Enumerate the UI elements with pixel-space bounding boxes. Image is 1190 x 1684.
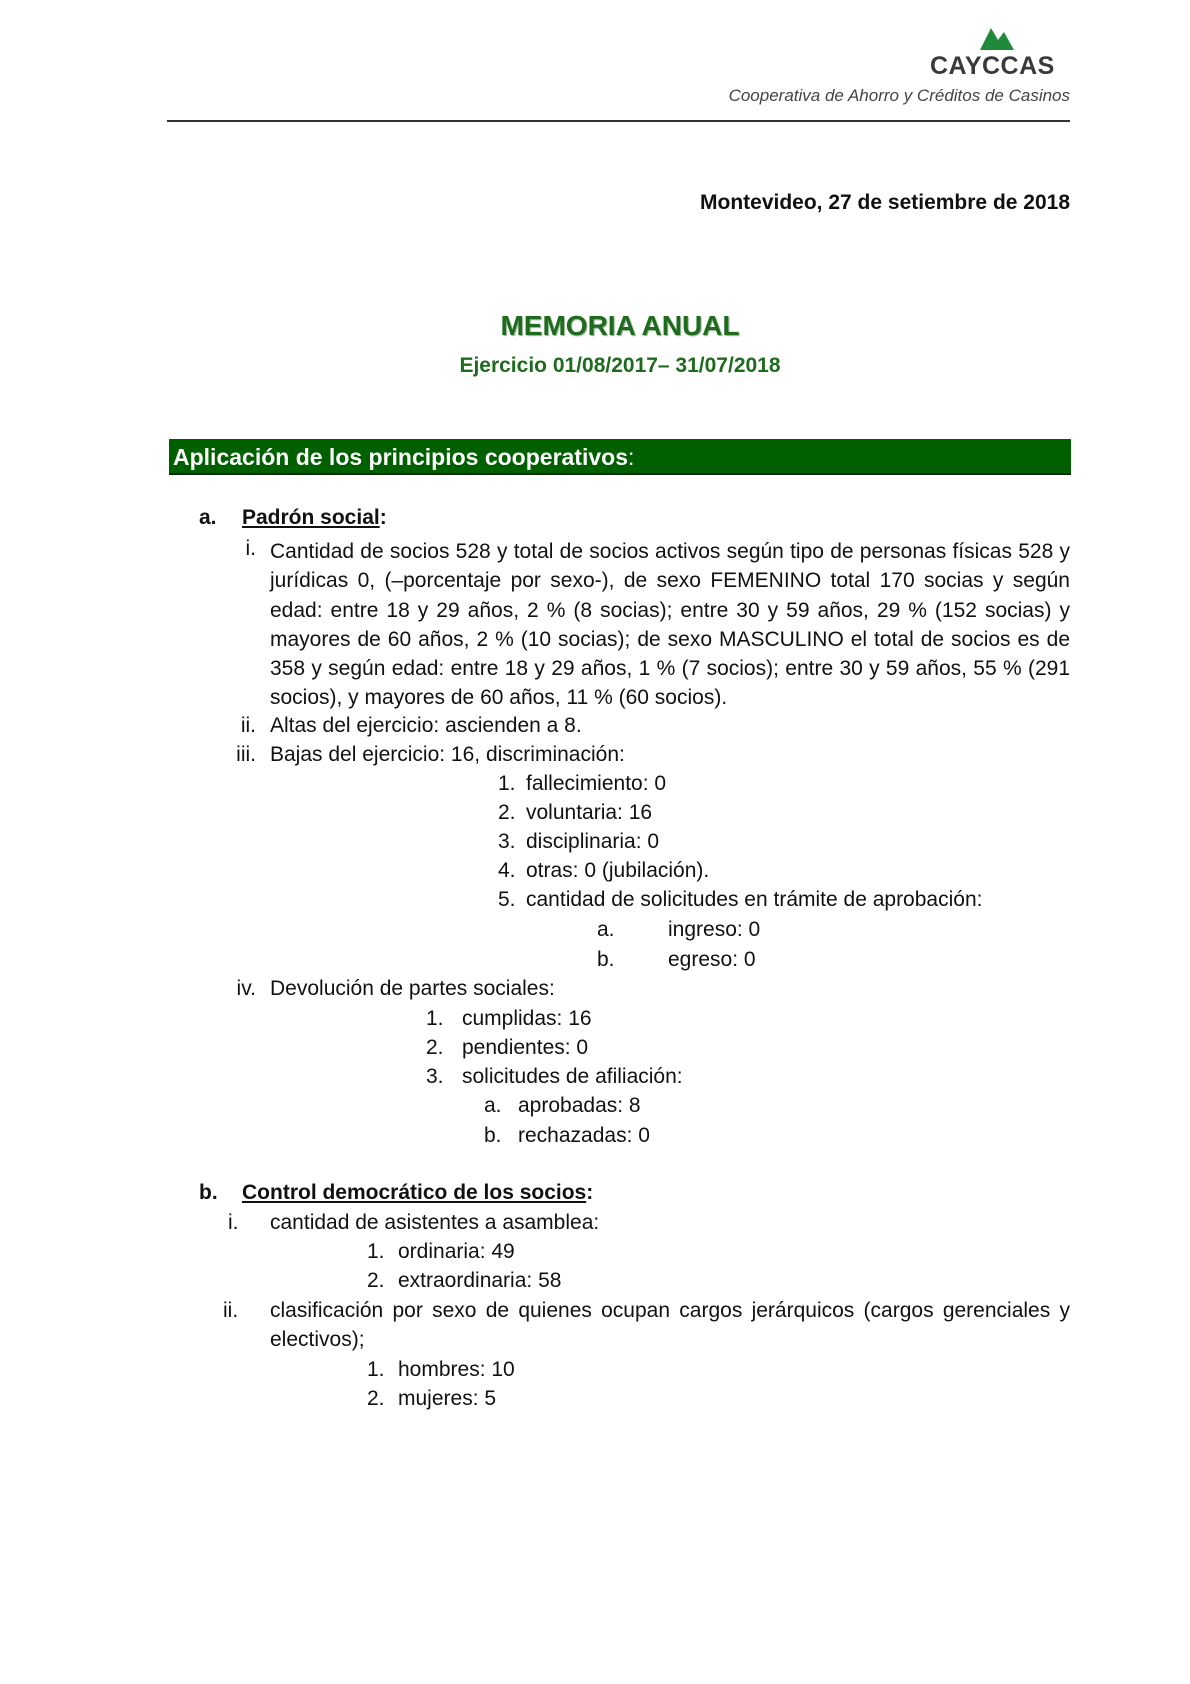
item-b-ii-text-line2: electivos);: [270, 1328, 365, 1351]
section-heading-text: Aplicación de los principios cooperativos: [173, 444, 628, 470]
sub-item-letter: a.: [597, 918, 615, 941]
item-a-i-marker: i.: [245, 537, 256, 560]
item-b-marker: b.: [199, 1181, 218, 1204]
item-a-heading-colon: :: [379, 506, 387, 529]
list-item-number: 3.: [498, 830, 516, 853]
item-b-i-marker: i.: [228, 1211, 239, 1234]
header-divider: [167, 120, 1070, 122]
item-b-heading-colon: :: [586, 1181, 594, 1204]
list-item: voluntaria: 16: [526, 801, 653, 824]
list-item-number: 1.: [498, 772, 516, 795]
item-a-i-text: Cantidad de socios 528 y total de socios activos según tipo de personas físicas 528 y jurídicas 0, (–porcentaje por sexo-), de sexo FEMENINO total 170 socias y según edad: entre 18 y 29 años, 2 % (8 socias); entre 30 y 59 años, 29 % (152 socias) y mayores de 60 años, 2 % (10 socias); de sexo MASCULINO el total de socios es de 358 y según edad: entre 18 y 29 años, 1 % (7 socios); entre 30 y 59 años, 55 % (291 socios), y mayores de 60 años, 11 % (60 socios).: [270, 540, 1070, 710]
list-item-number: 4.: [498, 859, 516, 882]
list-item: mujeres: 5: [398, 1387, 497, 1410]
item-b-heading: [242, 1181, 593, 1205]
list-item: extraordinaria: 58: [398, 1269, 562, 1292]
list-item: disciplinaria: 0: [526, 830, 660, 853]
item-b-ii-text-line1: clasificación por sexo de quienes ocupan cargos jerárquicos (cargos gerenciales y: [270, 1299, 1070, 1322]
item-a-iv-marker: iv.: [236, 977, 256, 1000]
document-subtitle: Ejercicio 01/08/2017– 31/07/2018: [459, 354, 781, 377]
item-a-ii-text: Altas del ejercicio: ascienden a 8.: [270, 714, 582, 737]
list-item-number: 1.: [426, 1007, 444, 1030]
list-item: pendientes: 0: [462, 1036, 589, 1059]
item-a-marker: a.: [199, 506, 217, 529]
list-item-number: 2.: [426, 1036, 444, 1059]
list-item-number: 2.: [498, 801, 516, 824]
list-item-number: 1.: [367, 1240, 385, 1263]
list-item: hombres: 10: [398, 1358, 515, 1381]
item-a-iv-text: Devolución de partes sociales:: [270, 977, 555, 1000]
list-item: ordinaria: 49: [398, 1240, 515, 1263]
sub-item-letter: b.: [597, 948, 615, 971]
item-a-heading: [242, 506, 387, 530]
item-a-iii-marker: iii.: [236, 743, 256, 766]
list-item: solicitudes de afiliación:: [462, 1065, 683, 1088]
list-item-number: 2.: [367, 1269, 385, 1292]
list-item: cantidad de solicitudes en trámite de aprobación:: [526, 888, 983, 911]
list-item-number: 5.: [498, 888, 516, 911]
document-title: MEMORIA ANUAL: [500, 310, 740, 341]
list-item: cumplidas: 16: [462, 1007, 592, 1030]
document-date: Montevideo, 27 de setiembre de 2018: [700, 191, 1070, 214]
list-item-number: 1.: [367, 1358, 385, 1381]
item-a-heading-text: Padrón social: [242, 506, 380, 529]
sub-item: egreso: 0: [668, 948, 756, 971]
sub-item: rechazadas: 0: [518, 1124, 650, 1147]
tagline: Cooperativa de Ahorro y Créditos de Casinos: [728, 86, 1070, 105]
sub-item-letter: a.: [484, 1094, 502, 1117]
item-b-ii-marker: ii.: [223, 1299, 239, 1322]
list-item-number: 3.: [426, 1065, 444, 1088]
logo-text: CAYCCAS: [930, 52, 1055, 80]
sub-item-letter: b.: [484, 1124, 502, 1147]
section-heading: [169, 439, 1071, 475]
item-a-iii-text: Bajas del ejercicio: 16, discriminación:: [270, 743, 625, 766]
section-heading-colon: :: [628, 444, 635, 470]
sub-item: ingreso: 0: [668, 918, 761, 941]
list-item-number: 2.: [367, 1387, 385, 1410]
list-item: otras: 0 (jubilación).: [526, 859, 710, 882]
mountain-logo-icon: [980, 26, 1014, 50]
item-b-i-text: cantidad de asistentes a asamblea:: [270, 1211, 600, 1234]
item-b-heading-text: Control democrático de los socios: [242, 1181, 587, 1204]
item-a-ii-marker: ii.: [240, 714, 256, 737]
sub-item: aprobadas: 8: [518, 1094, 641, 1117]
list-item: fallecimiento: 0: [526, 772, 667, 795]
